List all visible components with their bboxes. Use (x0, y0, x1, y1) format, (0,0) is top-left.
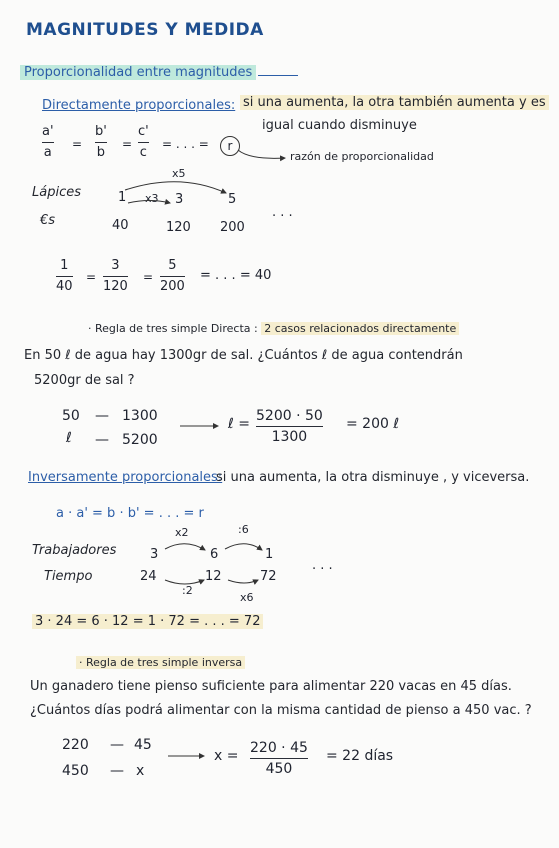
table2-cell: 24 (140, 569, 157, 584)
section-heading-text: Proporcionalidad entre magnitudes (20, 65, 256, 80)
table2-cell: 3 (150, 547, 159, 562)
rd-row1-sep: — (95, 408, 109, 424)
direct-label: Directamente proporcionales: (42, 98, 236, 113)
ri-row2-a: 450 (62, 763, 89, 779)
equals: = (86, 270, 97, 284)
ri-row2-b: x (136, 763, 145, 779)
eq-num: 3 (111, 258, 120, 273)
ri-den: 450 (265, 761, 293, 777)
table2-dots: . . . (312, 558, 333, 573)
eq-den: 200 (160, 279, 185, 294)
rule-direct-heading-text: · Regla de tres simple Directa : (88, 322, 258, 335)
ri-row1-a: 220 (62, 737, 89, 753)
eq-num: 1 (60, 258, 69, 273)
arrow-x3 (128, 201, 170, 204)
table1-dots: . . . (272, 205, 293, 220)
inverse-label: Inversamente proporcionales: (28, 470, 223, 485)
eq-num: 5 (168, 258, 177, 273)
table2-cell: 12 (205, 569, 222, 584)
rule-direct-problem-2: 5200gr de sal ? (34, 373, 135, 388)
rd-row2-sep: — (95, 432, 109, 448)
direct-desc-2: igual cuando disminuye (262, 118, 417, 133)
arrow-div2 (165, 580, 204, 584)
rule-inverse-heading-text: · Regla de tres simple inversa (76, 656, 245, 669)
table1-cell: 200 (220, 220, 245, 235)
direct-desc-1-text: si una aumenta, la otra también aumenta y es (240, 95, 549, 110)
page-title: MAGNITUDES Y MEDIDA (26, 20, 264, 40)
mult-label: x2 (175, 526, 189, 539)
ratio-label: razón de proporcionalidad (290, 150, 434, 163)
ri-num: 220 · 45 (250, 740, 308, 756)
equals: = (122, 137, 133, 151)
frac-c-num: c' (138, 124, 149, 139)
table1-row1-label: Lápices (32, 185, 81, 200)
mult-label: x6 (240, 591, 254, 604)
inverse-formula: a · a' = b · b' = . . . = r (56, 506, 204, 521)
arrow-x5 (125, 182, 226, 193)
eq-den: 120 (103, 279, 128, 294)
rd-row2-b: 5200 (122, 432, 158, 448)
table2-cell: 72 (260, 569, 277, 584)
rule-direct-heading-tail: 2 casos relacionados directamente (261, 322, 459, 335)
table2-cell: 1 (265, 547, 274, 562)
rule-inverse-problem-2: ¿Cuántos días podrá alimentar con la misma cantidad de pienso a 450 vac. ? (30, 703, 532, 718)
frac-dots: = . . . = (162, 137, 209, 151)
ratio-circle: r (220, 136, 240, 156)
inverse-product-text: 3 · 24 = 6 · 12 = 1 · 72 = . . . = 72 (32, 614, 263, 629)
mult-label: :6 (238, 523, 249, 536)
ri-result: = 22 días (326, 748, 394, 764)
table2-row1-label: Trabajadores (32, 543, 117, 558)
rd-lhs: ℓ = (228, 416, 250, 432)
rd-row1-b: 1300 (122, 408, 158, 424)
table1-row2-label: €s (40, 213, 56, 228)
table1-cell: 1 (118, 190, 127, 205)
rule-inverse-problem-1: Un ganadero tiene pienso suficiente para alimentar 220 vacas en 45 días. (30, 679, 512, 694)
arrow-x2 (165, 544, 205, 550)
rd-result: = 200 ℓ (346, 416, 400, 432)
frac-a-num: a' (42, 124, 54, 139)
table1-cell: 5 (228, 192, 237, 207)
equals: = (72, 137, 83, 151)
rd-den: 1300 (271, 429, 308, 445)
ri-row1-sep: — (110, 737, 124, 753)
frac-a-den: a (43, 145, 52, 160)
mult-label: :2 (182, 584, 193, 597)
mult-label: x5 (172, 167, 186, 180)
ratio-arrow (238, 150, 285, 158)
eq-den: 40 (56, 279, 73, 294)
rule-direct-problem-1: En 50 ℓ de agua hay 1300gr de sal. ¿Cuántos ℓ de agua contendrán (24, 348, 463, 363)
rd-num: 5200 · 50 (256, 408, 323, 424)
frac-c-den: c (139, 145, 147, 160)
table1-cell: 40 (112, 218, 129, 233)
arrow-x6 (228, 580, 258, 583)
inverse-desc: si una aumenta, la otra disminuye , y viceversa. (216, 470, 530, 485)
table1-cell: 3 (175, 192, 184, 207)
ri-row1-b: 45 (134, 737, 152, 753)
ri-row2-sep: — (110, 763, 124, 779)
table1-cell: 120 (166, 220, 191, 235)
frac-b-den: b (96, 145, 106, 160)
arrow-div6 (225, 544, 262, 550)
mult-label: x3 (145, 192, 159, 205)
rd-row1-a: 50 (62, 408, 80, 424)
equals: = (143, 270, 154, 284)
eq-tail: = . . . = 40 (200, 268, 272, 283)
table2-row2-label: Tiempo (44, 569, 93, 584)
frac-b-num: b' (95, 124, 107, 139)
rd-row2-a: ℓ (66, 430, 72, 446)
ri-lhs: x = (214, 748, 239, 764)
table2-cell: 6 (210, 547, 219, 562)
